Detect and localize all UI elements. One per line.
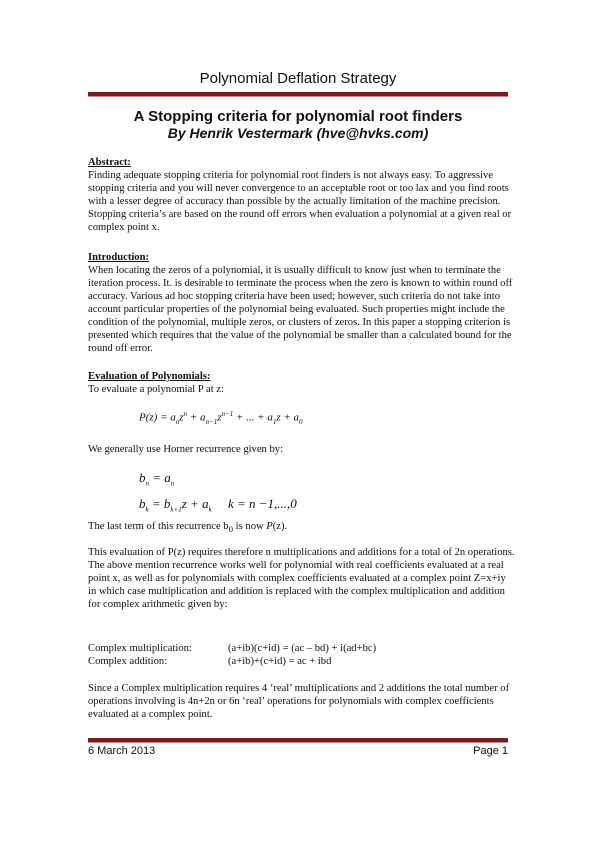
last-term-line: The last term of this recurrence $b_0$ is now P(z). [88, 521, 288, 535]
running-header: Polynomial Deflation Strategy [199, 70, 397, 87]
introduction-section [88, 251, 516, 355]
evaluation-paragraph-2: Since a Complex multiplication requires 4 ‘real’ multiplications and 2 additions the total number of operations involving is 4n+2n or 6n ‘real’ operations for polynomials with complex coefficients evaluated at a complex point. [88, 683, 510, 720]
footer-rule [88, 738, 508, 743]
page-number: Page 1 [473, 745, 508, 757]
evaluation-paragraph-1: This evaluation of P(z) requires therefore n multiplications and additions for a total of 2n operations. The above mention recurrence works well for polynomial with real coefficients evaluated at a real point x, as well as for polynomials with complex coefficients evaluated at a complex point Z=x+iy in which case multiplication and addition is replaced with the complex multiplication and addition for complex arithmetic given by: [88, 547, 515, 610]
evaluation-intro: To evaluate a polynomial P at z: [88, 384, 224, 395]
horner-equations: $b_n = a_n$ $b_k = b_{k+1}z + a_k$ k = n −1,...,0 [139, 470, 297, 514]
footer-date: 6 March 2013 [88, 745, 156, 757]
polynomial-equation: $P(z) = a_nz^n + a_{n-1}z^{n-1}$ + ... + $a_1z + a_0$ [139, 410, 303, 426]
introduction-heading: Introduction: [88, 252, 150, 263]
complex-add-formula: (a+ib)+(c+id) = ac + ibd [228, 656, 332, 667]
abstract-heading: Abstract: [88, 157, 131, 168]
document-title: A Stopping criteria for polynomial root finders [133, 108, 463, 125]
complex-mult-label: Complex multiplication: [88, 643, 192, 654]
author-byline: By Henrik Vestermark (hve@hvks.com) [167, 125, 429, 141]
horner-intro: We generally use Horner recurrence given by: [88, 444, 284, 455]
complex-add-label: Complex addition: [88, 656, 168, 667]
abstract-text: Finding adequate stopping criteria for polynomial root finders is not always easy. To aggressive stopping criteria and you will never convergence to an acceptable root or too lax and you find roots with a lesser degree of accuracy than possible by the actually limitation of the machine precision. Stopping criteria’s are based on the round off errors when evaluation a polynomial at a given real or complex point x. [88, 170, 512, 233]
evaluation-heading: Evaluation of Polynomials: [88, 371, 211, 382]
complex-mult-formula: (a+ib)(c+id) = (ac – bd) + i(ad+bc) [228, 643, 377, 654]
header-rule [88, 92, 508, 97]
evaluation-section [88, 370, 516, 396]
introduction-text: When locating the zeros of a polynomial, it is usually difficult to know just when to terminate the iteration process. It. is desirable to terminate the process when the zero is known to within round off accuracy. Various ad hoc stopping criteria have been used; however, such criteria do not take into account particular properties of the polynomial being evaluated. Such properties might include the condition of the polynomial, multiple zeros, or clusters of zeros. In this paper a stopping criterion is presented which requires that the value of the polynomial be smaller than a calculated bound for the round off error. [88, 265, 513, 354]
abstract-section [88, 156, 516, 234]
complex-ops [88, 642, 516, 668]
